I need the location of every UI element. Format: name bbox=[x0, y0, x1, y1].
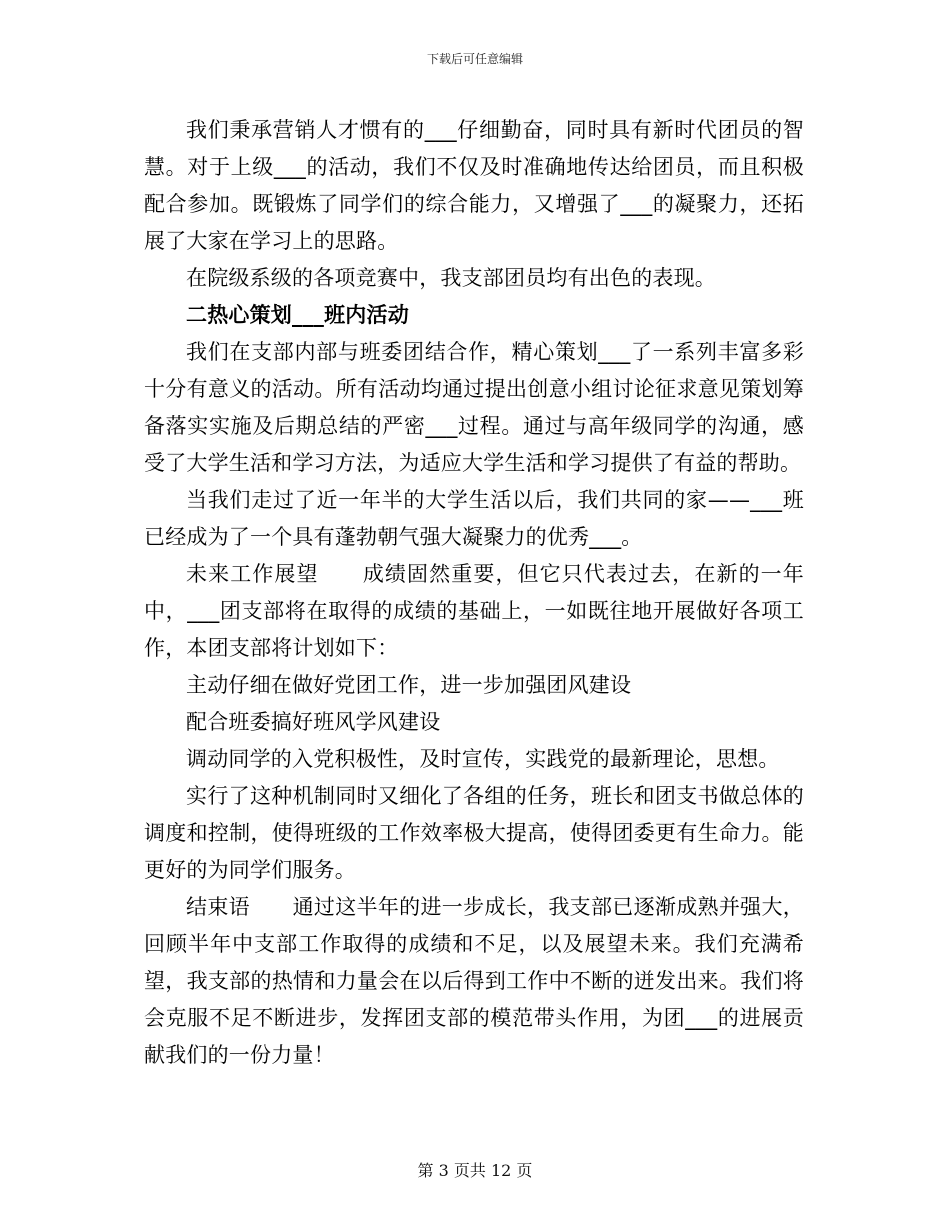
paragraph-7: 结束语 通过这半年的进一步成长，我支部已逐渐成熟并强大，回顾半年中支部工作取得的成绩和不足，以及展望未来。我们充满希望，我支部的热情和力量会在以后得到工作中不断的迸发出来。我们将会克服不足不断进步，发挥团支部的模范带头作用，为团___的进展贡献我们的一份力量！ bbox=[144, 895, 804, 1067]
paragraph-6: 实行了这种机制同时又细化了各组的任务，班长和团支书做总体的调度和控制，使得班级的工作效率极大提高，使得团委更有生命力。能更好的为同学们服务。 bbox=[144, 784, 804, 882]
plan-item-3: 调动同学的入党积极性，及时宣传，实践党的最新理论，思想。 bbox=[186, 747, 780, 771]
paragraph-2: 在院级系级的各项竞赛中，我支部团员均有出色的表现。 bbox=[186, 266, 716, 290]
paragraph-4: 当我们走过了近一年半的大学生活以后，我们共同的家——___班已经成为了一个具有蓬勃朝气强大凝聚力的优秀___。 bbox=[144, 488, 804, 549]
paragraph-5: 未来工作展望 成绩固然重要，但它只代表过去，在新的一年中，___团支部将在取得的成绩的基础上，一如既往地开展做好各项工作，本团支部将计划如下： bbox=[144, 562, 804, 660]
section-heading: 二热心策划___班内活动 bbox=[186, 303, 409, 327]
paragraph-1: 我们秉承营销人才惯有的___仔细勤奋，同时具有新时代团员的智慧。对于上级___的活动，我们不仅及时准确地传达给团员，而且积极配合参加。既锻炼了同学们的综合能力，又增强了___的凝聚力，还拓展了大家在学习上的思路。 bbox=[144, 118, 804, 253]
page-header: 下载后可任意编辑 bbox=[426, 52, 523, 66]
page-footer: 第 3 页共 12 页 bbox=[417, 1161, 533, 1180]
document-body bbox=[144, 112, 804, 1074]
plan-item-1: 主动仔细在做好党团工作，进一步加强团风建设 bbox=[186, 673, 632, 697]
plan-item-2: 配合班委搞好班风学风建设 bbox=[186, 710, 441, 734]
paragraph-3: 我们在支部内部与班委团结合作，精心策划___了一系列丰富多彩十分有意义的活动。所有活动均通过提出创意小组讨论征求意见策划筹备落实实施及后期总结的严密___过程。通过与高年级同学的沟通，感受了大学生活和学习方法，为适应大学生活和学习提供了有益的帮助。 bbox=[144, 340, 804, 475]
